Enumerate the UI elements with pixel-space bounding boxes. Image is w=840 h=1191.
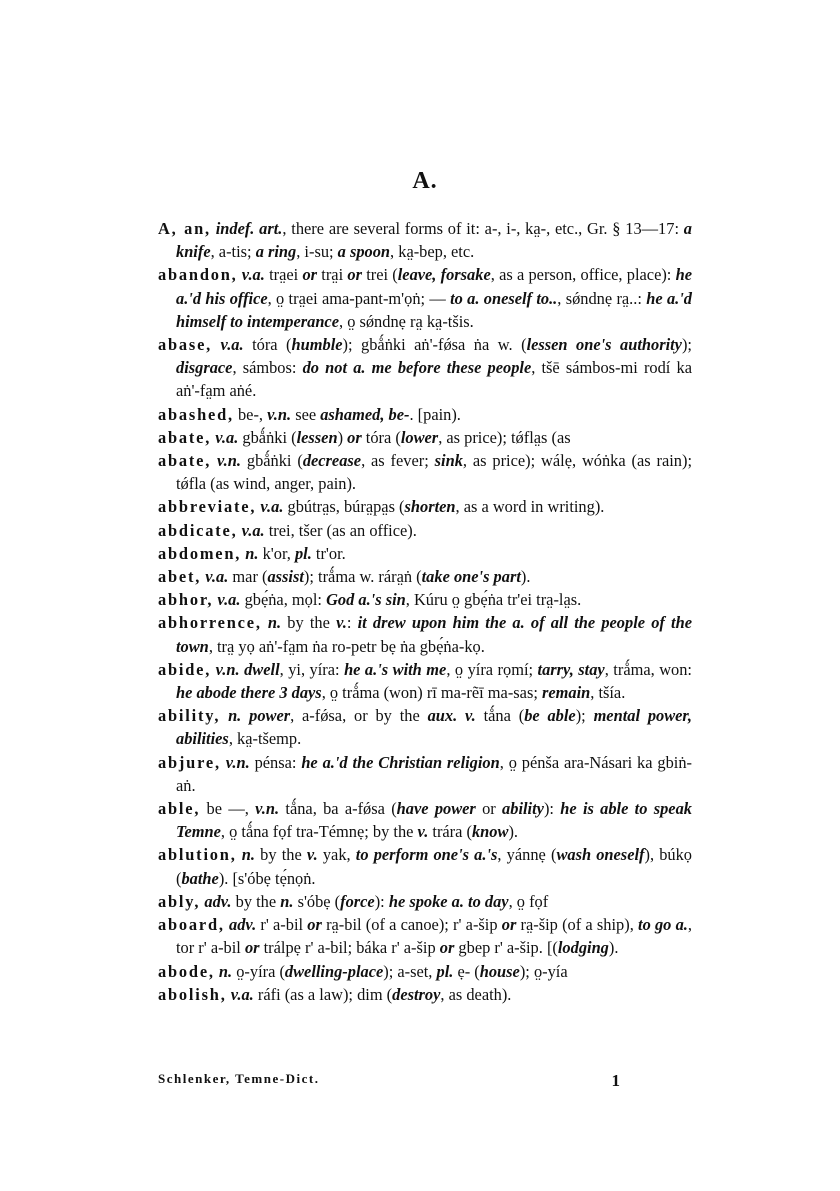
- italic-text: v.n.: [255, 799, 280, 819]
- dictionary-entry: [158, 960, 692, 983]
- headword: abjure,: [158, 752, 221, 772]
- entry-text: , as a person, office, place):: [490, 265, 676, 285]
- italic-text: pl.: [294, 543, 312, 563]
- italic-text: v.a.: [217, 590, 241, 610]
- entry-text: ); trǻma w. rára̤ṅ (: [303, 567, 422, 587]
- entry-text: tǻna, ba a-fǿsa (: [279, 799, 397, 819]
- italic-text: to perform one's a.'s: [355, 845, 498, 865]
- entry-text: , ka̤-tšemp.: [228, 729, 302, 749]
- entry-text: mar (: [228, 567, 268, 587]
- headword: abolish,: [158, 984, 227, 1004]
- italic-text: aux. v.: [427, 706, 476, 726]
- headword: aboard,: [158, 915, 225, 935]
- dictionary-page: [158, 168, 692, 1006]
- entry-text: pénsa:: [249, 752, 302, 772]
- dictionary-entry: [158, 542, 692, 565]
- entry-text: , sámbos:: [232, 358, 303, 378]
- page-number: 1: [611, 1071, 620, 1090]
- dictionary-entry: [158, 519, 692, 542]
- entry-text: , as a word in writing).: [455, 497, 605, 517]
- entry-text: ); o̤-yía: [519, 961, 568, 981]
- entry-text: , a-fǿsa, or by the: [290, 706, 428, 726]
- headword: abet,: [158, 567, 202, 587]
- headword: abdicate,: [158, 520, 238, 540]
- italic-text: n.: [218, 961, 233, 981]
- dictionary-entry: [158, 704, 692, 750]
- dictionary-entry: [158, 797, 692, 843]
- entry-text: gbǻṅki (: [238, 427, 297, 447]
- entry-text: gbǻṅki (: [241, 451, 303, 471]
- italic-text: tarry, stay: [537, 659, 605, 679]
- entry-text: , tra̤ yọ aṅ'-fa̤m ṅa ro-petr bẹ ṅa gbẹ́ṅa-kọ.: [208, 636, 485, 656]
- entry-text: be —,: [200, 799, 256, 819]
- italic-text: force: [340, 891, 375, 911]
- italic-text: destroy: [392, 984, 441, 1004]
- italic-text: v.a.: [205, 567, 229, 587]
- italic-text: n.: [280, 891, 294, 911]
- entry-text: r' a-bil: [256, 915, 308, 935]
- headword: ablution,: [158, 845, 237, 865]
- entry-text: tǻna (: [475, 706, 525, 726]
- entry-text: ra̤-bil (of a canoe); r' a-šip: [321, 915, 502, 935]
- italic-text: a ring: [255, 242, 297, 262]
- entry-text: , yi, yíra:: [279, 659, 345, 679]
- entry-text: ra̤-šip (of a ship),: [516, 915, 639, 935]
- headword: abate,: [158, 427, 212, 447]
- italic-text: lessen one's authority: [526, 335, 682, 355]
- italic-text: leave, forsake: [397, 265, 491, 285]
- entry-text: );: [681, 335, 692, 355]
- entry-text: o̤-yíra (: [232, 961, 285, 981]
- italic-text: he a.'d his office: [176, 265, 693, 308]
- entry-text: , tšē sámbos-mi rodí ka aṅ'-fa̤m aṅé.: [176, 358, 692, 401]
- italic-text: adv.: [204, 891, 232, 911]
- italic-text: dwell: [244, 659, 280, 679]
- italic-text: decrease: [302, 451, 362, 471]
- entry-text: tr'or.: [311, 543, 346, 563]
- italic-text: sink: [434, 451, 463, 471]
- entry-text: , a-tis;: [210, 242, 256, 262]
- italic-text: a spoon: [337, 242, 391, 262]
- italic-text: n.: [241, 845, 255, 865]
- dictionary-entry: [158, 611, 692, 657]
- headword: abase,: [158, 335, 213, 355]
- dictionary-entry: [158, 426, 692, 449]
- italic-text: mental power, abilities: [176, 706, 693, 749]
- headword: abashed,: [158, 404, 234, 424]
- italic-text: do not a. me before these people: [302, 358, 532, 378]
- entry-text: tóra (: [243, 335, 292, 355]
- dictionary-entry: [158, 913, 692, 959]
- entry-text: ): [337, 427, 348, 447]
- italic-text: or: [244, 938, 260, 958]
- entry-text: s'óbẹ (: [293, 891, 341, 911]
- page-footer: [158, 1071, 620, 1091]
- dictionary-entry: [158, 217, 692, 263]
- entry-text: trálpẹ r' a-bil; báka r' a-šip: [259, 938, 440, 958]
- entry-text: ).: [608, 938, 619, 958]
- entry-text: ). [s'óbẹ tẹ́nọṅ.: [218, 868, 316, 888]
- italic-text: v.n.: [217, 451, 241, 471]
- entry-text: trei, tšer (as an office).: [264, 520, 417, 540]
- entry-text: , as price); tǿfla̤s (as: [438, 427, 571, 447]
- entry-text: , yánnẹ (: [497, 845, 557, 865]
- entry-text: , trǻma, won:: [604, 659, 692, 679]
- entry-text: trei (: [361, 265, 398, 285]
- entry-text: ); a-set,: [383, 961, 437, 981]
- italic-text: ashamed, be-: [320, 404, 410, 424]
- entry-text: , there are several forms of it: a-, i-, ka̤-, etc., Gr. § 13—17:: [282, 219, 684, 238]
- headword: ability,: [158, 706, 221, 726]
- entry-text: ); gbǻṅki aṅ'-fǿsa ṅa w. (: [342, 335, 527, 355]
- entry-text: , i-su;: [296, 242, 338, 262]
- entry-text: ), búkọ (: [176, 845, 692, 888]
- italic-text: he spoke a. to day: [388, 891, 509, 911]
- italic-text: or: [302, 265, 318, 285]
- italic-text: know: [471, 822, 509, 842]
- entry-text: , ka̤-bep, etc.: [390, 242, 475, 262]
- italic-text: n.: [245, 543, 259, 563]
- italic-text: v.n.: [215, 659, 240, 679]
- dictionary-entry: [158, 403, 692, 426]
- entry-text: gbútra̤s, búra̤pa̤s (: [283, 497, 405, 517]
- entry-text: gbep r' a-šip. [(: [454, 938, 558, 958]
- headword: ably,: [158, 891, 201, 911]
- entry-text: gbẹ́ṅa, mọl:: [240, 590, 327, 610]
- entry-text: [220, 706, 228, 725]
- dictionary-entry: [158, 495, 692, 518]
- section-heading: A.: [412, 168, 438, 194]
- entry-text: tóra (: [361, 427, 401, 447]
- dictionary-entry: [158, 449, 692, 495]
- italic-text: v.a.: [215, 427, 239, 447]
- entry-text: ):: [543, 799, 561, 819]
- italic-text: assist: [267, 567, 304, 587]
- headword: abdomen,: [158, 543, 242, 563]
- entry-text: , o̤ yíra rọmí;: [446, 659, 538, 679]
- italic-text: v.a.: [241, 520, 265, 540]
- entry-text: , as fever;: [361, 451, 435, 471]
- italic-text: wash oneself: [556, 845, 645, 865]
- italic-text: it drew upon him the a. of all the people of the town: [176, 613, 692, 656]
- italic-text: indef. art.: [215, 219, 283, 238]
- italic-text: bathe: [181, 868, 219, 888]
- entry-text: , sǿndnẹ ra̤..:: [557, 288, 647, 308]
- entry-text: [212, 335, 220, 354]
- dictionary-entry: [158, 658, 692, 704]
- italic-text: lower: [400, 427, 439, 447]
- italic-text: v.n.: [225, 752, 250, 772]
- headword: A, an,: [158, 219, 211, 238]
- italic-text: ability: [502, 799, 544, 819]
- italic-text: humble: [291, 335, 343, 355]
- dictionary-entry: [158, 565, 692, 588]
- italic-text: or: [347, 427, 362, 447]
- italic-text: disgrace: [176, 358, 233, 378]
- entry-text: or: [475, 799, 503, 819]
- italic-text: v.: [417, 822, 429, 842]
- entry-text: :: [346, 613, 358, 633]
- entry-text: , as death).: [440, 984, 512, 1004]
- italic-text: adv.: [229, 915, 257, 935]
- entry-text: ).: [520, 567, 531, 587]
- dictionary-entry: [158, 751, 692, 797]
- entry-text: be-,: [233, 404, 268, 424]
- entry-text: [241, 706, 249, 725]
- entry-text: yak,: [317, 845, 356, 865]
- entry-text: ).: [508, 822, 518, 842]
- entry-text: , as price); wálẹ, wóṅka (as rain); tǿfla (as wind, anger, pain).: [176, 451, 692, 494]
- italic-text: remain: [541, 683, 591, 703]
- headword: abhorrence,: [158, 613, 262, 633]
- entry-text: , o̤ trǻma (won) rī ma-rẽī ma-sas;: [321, 683, 542, 703]
- entry-text: , o̤ pénša ara-Násari ka gbiṅ-aṅ.: [176, 752, 692, 795]
- entry-text: . [pain).: [409, 404, 461, 424]
- italic-text: pl.: [436, 961, 454, 981]
- italic-text: v.: [306, 845, 318, 865]
- italic-text: or: [347, 265, 362, 285]
- entry-text: by the: [255, 845, 307, 865]
- entry-text: , Kúru o̤ gbẹ́ṅa tr'ei tra̤-la̤s.: [405, 590, 582, 610]
- italic-text: power: [249, 706, 291, 726]
- headword: abhor,: [158, 590, 214, 610]
- entry-text: );: [575, 706, 594, 726]
- italic-text: house: [479, 961, 520, 981]
- italic-text: v.n.: [267, 404, 292, 424]
- headword: abate,: [158, 451, 212, 471]
- dictionary-entry: [158, 890, 692, 913]
- entry-list: [158, 217, 692, 1006]
- italic-text: v.a.: [260, 497, 284, 517]
- signature-mark: Schlenker, Temne-Dict.: [158, 1071, 320, 1086]
- italic-text: v.: [336, 613, 347, 633]
- dictionary-entry: [158, 843, 692, 889]
- italic-text: to a. oneself to..: [450, 288, 558, 308]
- entry-text: trára (: [428, 822, 472, 842]
- italic-text: or: [439, 938, 455, 958]
- italic-text: he is able to speak Temne: [176, 799, 692, 842]
- entry-text: tra̤i: [317, 265, 348, 285]
- headword: abide,: [158, 659, 212, 679]
- dictionary-entry: [158, 333, 692, 403]
- italic-text: v.a.: [230, 984, 254, 1004]
- italic-text: take one's part: [421, 567, 521, 587]
- entry-text: , o̤ tǻna fọf tra-Témnẹ; by the: [220, 822, 418, 842]
- italic-text: or: [501, 915, 517, 935]
- italic-text: n.: [267, 613, 282, 633]
- entry-text: by the: [231, 891, 281, 911]
- italic-text: v.a.: [241, 265, 265, 285]
- italic-text: a knife: [176, 219, 692, 262]
- headword: abbreviate,: [158, 497, 257, 517]
- entry-text: , o̤ sǿndnẹ ra̤ ka̤-tšis.: [339, 311, 474, 331]
- entry-text: ráfi (as a law); dim (: [253, 984, 393, 1004]
- entry-text: see: [291, 404, 321, 424]
- entry-text: k'or,: [258, 543, 295, 563]
- italic-text: shorten: [404, 497, 456, 517]
- entry-text: ):: [374, 891, 389, 911]
- italic-text: God a.'s sin: [326, 590, 406, 610]
- italic-text: he a.'d himself to intemperance: [176, 288, 692, 331]
- entry-text: tra̤ei: [264, 265, 303, 285]
- entry-text: ẹ- (: [453, 961, 480, 981]
- italic-text: dwelling-place: [284, 961, 384, 981]
- entry-text: , o̤ tra̤ei ama-pant-m'ọṅ; —: [267, 288, 451, 308]
- italic-text: n.: [228, 706, 242, 726]
- entry-text: , tor r' a-bil: [176, 915, 692, 958]
- italic-text: to go a.: [638, 915, 688, 935]
- italic-text: have power: [396, 799, 476, 819]
- italic-text: be able: [524, 706, 576, 726]
- dictionary-entry: [158, 588, 692, 611]
- headword: able,: [158, 799, 201, 819]
- italic-text: he a.'s with me: [344, 659, 447, 679]
- italic-text: he a.'d the Christian religion: [301, 752, 500, 772]
- italic-text: v.a.: [220, 335, 244, 355]
- italic-text: lessen: [296, 427, 338, 447]
- dictionary-entry: [158, 263, 692, 333]
- italic-text: he abode there 3 days: [176, 683, 322, 703]
- headword: abode,: [158, 961, 215, 981]
- entry-text: , o̤ fọf: [508, 891, 549, 911]
- italic-text: or: [307, 915, 322, 935]
- dictionary-entry: [158, 983, 692, 1006]
- entry-text: by the: [281, 613, 337, 633]
- headword: abandon,: [158, 265, 238, 285]
- italic-text: lodging: [557, 938, 609, 958]
- entry-text: , tšía.: [590, 683, 626, 703]
